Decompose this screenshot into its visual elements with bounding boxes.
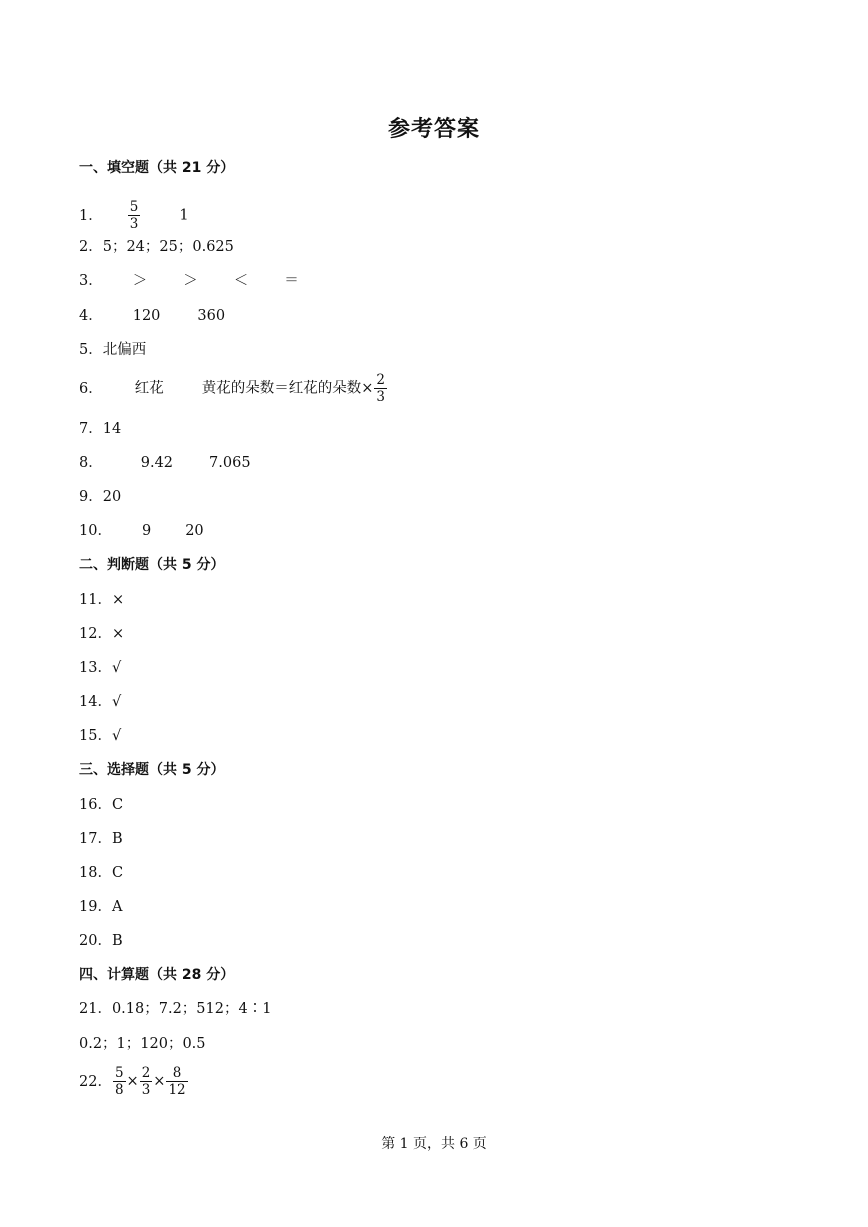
comparison-sign: ＜: [233, 273, 249, 289]
answer-value: 7.065: [209, 455, 251, 471]
answer-15: 15．√: [79, 728, 122, 744]
section-heading-true-false: 二、判断题（共 5 分）: [79, 557, 225, 573]
answer-value: A: [111, 899, 123, 915]
answer-5: 5．北偏西: [79, 342, 147, 358]
comparison-sign: ＞: [183, 273, 198, 289]
answer-22: 22． $\frac{5}{8}$ × $\frac{2}{3}$ × $\frac{8}{12}$: [79, 1065, 186, 1098]
answer-number: 1．: [79, 207, 103, 224]
answer-8: 8． 9.42 7.065: [79, 455, 251, 471]
answer-3: 3． ＞ ＞ ＜ ＝: [79, 273, 299, 289]
answer-value: 0.2；1；120；0.5: [79, 1036, 206, 1052]
page-title: 参考答案: [387, 117, 480, 142]
answer-value: √: [111, 660, 122, 676]
answer-value: B: [111, 831, 123, 847]
answer-value: 20: [102, 489, 122, 505]
answer-value: 5；24；25；0.625: [102, 239, 234, 255]
fraction: $\frac{2}{3}$: [141, 1065, 151, 1098]
answer-value: 20: [185, 523, 204, 539]
page-footer: 第 1 页，共 6 页: [381, 1136, 487, 1152]
answer-4: 4． 120 360: [79, 308, 226, 324]
answer-value: 1: [179, 207, 189, 224]
answer-value: C: [111, 797, 124, 813]
answer-value: ×: [111, 626, 125, 642]
operator: ×: [126, 1073, 139, 1090]
fraction: $\frac{2}{3}$: [376, 372, 385, 405]
answer-value: 120: [132, 308, 161, 324]
answer-12: 12．×: [79, 626, 125, 642]
answer-value: 360: [197, 308, 226, 324]
answer-9: 9．20: [79, 489, 122, 505]
answer-value: √: [111, 694, 122, 710]
answer-21: 21．0.18；7.2；512；4∶1: [79, 1001, 272, 1017]
answer-20: 20．B: [79, 933, 123, 949]
answer-7: 7．14: [79, 421, 122, 437]
answer-14: 14．√: [79, 694, 122, 710]
comparison-sign: ＞: [132, 273, 148, 289]
fraction: $\frac{8}{12}$: [168, 1065, 186, 1098]
answer-value: 北偏西: [102, 342, 147, 358]
section-heading-multiple-choice: 三、选择题（共 5 分）: [79, 762, 225, 778]
section-heading-fill-in: 一、填空题（共 21 分）: [79, 160, 235, 176]
answer-11: 11．×: [79, 592, 125, 608]
answer-value: C: [111, 865, 124, 881]
answer-value: ×: [111, 592, 125, 608]
answer-10: 10． 9 20: [79, 523, 204, 539]
answer-value: 红花: [134, 380, 164, 397]
answer-1: [79, 199, 189, 232]
operator: ×: [153, 1073, 166, 1090]
answer-value: 9: [141, 523, 152, 539]
answer-value: √: [111, 728, 122, 744]
answer-value: 9.42: [140, 455, 174, 471]
answer-21-continued: [79, 1034, 206, 1054]
fraction: $\frac{5}{3}$: [129, 199, 139, 232]
answer-2: 2．5；24；25；0.625: [79, 239, 234, 255]
answer-6: 6． 红花 黄花的朵数＝红花的朵数× $\frac{2}{3}$: [79, 372, 385, 405]
answer-formula: 黄花的朵数＝红花的朵数×: [201, 380, 374, 397]
answer-value: B: [111, 933, 123, 949]
answer-17: 17．B: [79, 831, 123, 847]
comparison-sign: ＝: [284, 273, 299, 289]
fraction: $\frac{5}{8}$: [114, 1065, 124, 1098]
answer-13: 13．√: [79, 660, 122, 676]
answer-19: 19．A: [79, 899, 123, 915]
answer-value: 14: [102, 421, 122, 437]
answer-value: 0.18；7.2；512；4∶1: [111, 1001, 272, 1017]
answer-16: 16．C: [79, 797, 124, 813]
answer-18: 18．C: [79, 865, 124, 881]
section-heading-calculation: 四、计算题（共 28 分）: [79, 967, 235, 983]
